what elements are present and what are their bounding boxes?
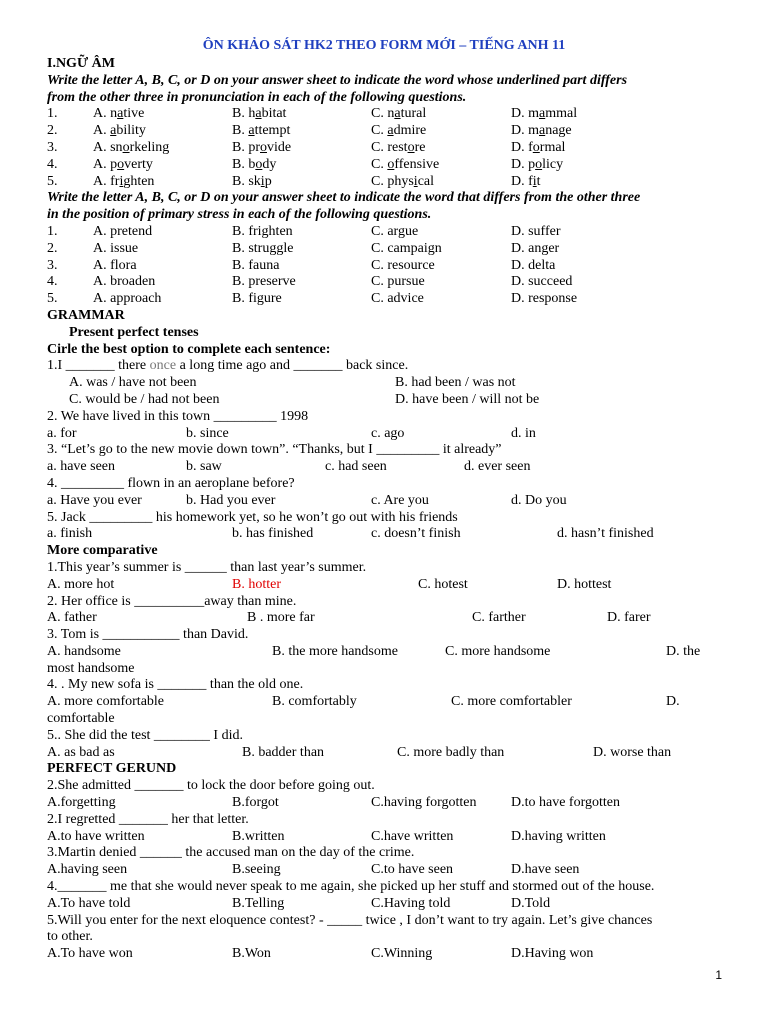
- option-d: D. suffer: [511, 223, 561, 239]
- word-part: C.: [371, 156, 388, 172]
- question-number: 5.: [47, 291, 58, 307]
- option-c: [371, 174, 434, 191]
- option-a: A. more hot: [47, 576, 115, 592]
- question-text: 5.. She did the test ________ I did.: [47, 727, 243, 743]
- question-number: 1.: [47, 223, 58, 239]
- option-d: D.have seen: [511, 862, 580, 878]
- option-a: a. have seen: [47, 459, 116, 475]
- option-a: A. handsome: [47, 643, 121, 659]
- word-part: cal: [417, 173, 435, 189]
- word-part: bility: [116, 123, 146, 139]
- pronunciation-question-row: [47, 106, 721, 123]
- option-row: [47, 694, 721, 711]
- option-b: B. comfortably: [272, 694, 357, 710]
- underlined-letter: i: [532, 173, 537, 189]
- stress-question-row: [47, 258, 721, 275]
- question-number: 4.: [47, 274, 58, 290]
- option-d: D.having written: [511, 828, 606, 844]
- instruction-stress-1: Write the letter A, B, C, or D on your answer sheet to indicate the word that differs from the other three: [47, 190, 641, 206]
- option-b: B. fauna: [232, 257, 280, 273]
- pronunciation-questions: [47, 106, 721, 190]
- option-b: B. frighten: [232, 223, 293, 239]
- option-d: D. farer: [607, 610, 651, 626]
- word-part: B.: [232, 123, 249, 139]
- underlined-letter: o: [117, 156, 125, 172]
- option-d: [511, 174, 541, 191]
- option-row: [47, 375, 721, 392]
- option-d: D. hottest: [557, 576, 612, 592]
- option-d: d. ever seen: [464, 459, 531, 475]
- option-c: C.to have seen: [371, 862, 454, 878]
- question-number: 3.: [47, 139, 58, 155]
- option-c: C. campaign: [371, 240, 442, 256]
- option-d: D.Told: [511, 895, 551, 911]
- page-number: 1: [715, 968, 722, 982]
- stress-question-row: [47, 274, 721, 291]
- stress-question-row: [47, 241, 721, 258]
- option-c: C. advice: [371, 291, 424, 307]
- word-part: tive: [123, 106, 145, 122]
- option-a: A.To have won: [47, 946, 133, 962]
- word-part: bitat: [261, 106, 287, 122]
- option-b: b. Had you ever: [186, 492, 276, 508]
- option-row: [47, 526, 721, 543]
- option-c: c. doesn’t finish: [371, 526, 461, 542]
- underlined-letter: a: [117, 106, 124, 122]
- option-b: B. the more handsome: [272, 643, 398, 659]
- option-row: [47, 392, 721, 409]
- option-c: C. more handsome: [445, 643, 551, 659]
- question-text: 1.This year’s summer is ______ than last year’s summer.: [47, 559, 367, 575]
- option-d: D. anger: [511, 240, 560, 256]
- word-part: B. sk: [232, 173, 261, 189]
- option-row: [47, 862, 721, 879]
- option-row: [47, 896, 721, 913]
- word-part: tural: [400, 106, 427, 122]
- option-b: B . more far: [247, 610, 315, 626]
- question-text: 5. Jack _________ his homework yet, so he won’t go out with his friends: [47, 509, 458, 525]
- stress-question-row: [47, 224, 721, 241]
- option-d: D. delta: [511, 257, 556, 273]
- question-text: 4. . My new sofa is _______ than the old one.: [47, 677, 304, 693]
- underlined-letter: a: [110, 123, 117, 139]
- option-c: C.Winning: [371, 946, 433, 962]
- option-row: [47, 644, 721, 661]
- option-a: A. flora: [93, 257, 137, 273]
- option-a: [93, 157, 153, 174]
- option-d: D.: [666, 694, 680, 710]
- option-a: a. for: [47, 425, 77, 441]
- section-heading-phonetics: I.NGỮ ÂM: [47, 56, 115, 71]
- question-text: 2.She admitted _______ to lock the door before going out.: [47, 778, 375, 794]
- option-c: [371, 106, 426, 123]
- option-continuation: most handsome: [47, 660, 135, 676]
- pronunciation-question-row: [47, 174, 721, 191]
- option-b: B.written: [232, 828, 285, 844]
- underlined-letter: a: [539, 123, 546, 139]
- option-c: C. would be / had not been: [69, 391, 220, 407]
- option-d: D. the: [666, 643, 701, 659]
- option-d: D. response: [511, 291, 578, 307]
- question-number: 3.: [47, 257, 58, 273]
- underlined-letter: i: [413, 173, 418, 189]
- pronunciation-question-row: [47, 157, 721, 174]
- word-part: rmal: [539, 139, 566, 155]
- word-part: rkeling: [129, 139, 170, 155]
- question-text-part: once: [149, 358, 177, 374]
- option-b: b. has finished: [232, 526, 314, 542]
- word-part: t: [536, 173, 541, 189]
- word-part: C. phys: [371, 173, 414, 189]
- option-row: [47, 610, 721, 627]
- option-d: [511, 140, 565, 157]
- option-d: [511, 123, 572, 140]
- option-b: b. since: [186, 425, 229, 441]
- option-c: C.Having told: [371, 895, 451, 911]
- underlined-letter: o: [122, 139, 130, 155]
- option-row: [47, 426, 721, 443]
- option-a: A.having seen: [47, 862, 128, 878]
- word-part: ttempt: [254, 123, 291, 139]
- question-text: 5.Will you enter for the next eloquence contest? - _____ twice , I don’t want to try again. Let’s give chances: [47, 912, 653, 928]
- underlined-letter: a: [539, 106, 546, 122]
- question-text: 4._______ me that she would never speak to me again, she picked up her stuff and stormed out of the house.: [47, 879, 655, 895]
- option-b: B. hotter: [232, 576, 281, 592]
- word-part: ffensive: [394, 156, 440, 172]
- option-row: [47, 577, 721, 594]
- option-row: [47, 795, 721, 812]
- option-d: D. succeed: [511, 274, 573, 290]
- option-d: d. hasn’t finished: [557, 526, 654, 542]
- option-b: [232, 106, 286, 123]
- stress-questions: [47, 224, 721, 308]
- question-text-part: a long time ago and _______ back since.: [176, 358, 409, 374]
- option-c: C. hotest: [418, 576, 468, 592]
- word-part: C. rest: [371, 139, 408, 155]
- question-number: 2.: [47, 123, 58, 139]
- question-text: 3. “Let’s go to the new movie down town”. “Thanks, but I _________ it already”: [47, 442, 502, 458]
- option-b: [232, 157, 276, 174]
- section-heading-grammar: GRAMMAR: [47, 307, 125, 323]
- underlined-letter: a: [255, 106, 262, 122]
- word-part: verty: [124, 156, 153, 172]
- pronunciation-question-row: [47, 140, 721, 157]
- word-part: dy: [262, 156, 277, 172]
- word-part: ghten: [123, 173, 155, 189]
- option-b: B.Won: [232, 946, 271, 962]
- underlined-letter: a: [248, 123, 255, 139]
- word-part: D. m: [511, 123, 539, 139]
- option-c: C. farther: [472, 610, 526, 626]
- word-part: D. f: [511, 139, 533, 155]
- option-b: [232, 174, 272, 191]
- word-part: nage: [545, 123, 572, 139]
- word-part: A. fr: [93, 173, 120, 189]
- word-part: dmire: [393, 123, 427, 139]
- option-d: d. Do you: [511, 492, 567, 508]
- word-part: B. pr: [232, 139, 260, 155]
- option-a: A. more comfortable: [47, 694, 165, 710]
- option-d: D. worse than: [593, 744, 672, 760]
- word-part: C. n: [371, 106, 395, 122]
- word-part: mmal: [545, 106, 578, 122]
- option-a: A.to have written: [47, 828, 145, 844]
- option-a: A. as bad as: [47, 744, 115, 760]
- option-c: c. ago: [371, 425, 405, 441]
- option-c: [371, 123, 426, 140]
- question-number: 4.: [47, 156, 58, 172]
- option-b: B. struggle: [232, 240, 294, 256]
- option-b: B. figure: [232, 291, 282, 307]
- option-a: A.forgetting: [47, 795, 116, 811]
- page-title: ÔN KHẢO SÁT HK2 THEO FORM MỚI – TIẾNG ANH 11: [202, 38, 566, 53]
- word-part: re: [414, 139, 426, 155]
- question-continuation: to other.: [47, 929, 93, 945]
- option-a: A. broaden: [93, 274, 156, 290]
- option-c: [371, 140, 425, 157]
- option-c: c. Are you: [371, 492, 429, 508]
- option-d: d. in: [511, 425, 536, 441]
- word-part: B. h: [232, 106, 256, 122]
- underlined-letter: a: [394, 106, 401, 122]
- option-row: [47, 459, 721, 476]
- option-d: D. have been / will not be: [395, 391, 540, 407]
- word-part: A.: [93, 123, 111, 139]
- option-c: C. resource: [371, 257, 435, 273]
- word-part: vide: [267, 139, 292, 155]
- question-text: 3. Tom is ___________ than David.: [47, 627, 249, 643]
- option-row: [47, 745, 721, 762]
- word-part: D. p: [511, 156, 536, 172]
- instruction-pronunciation-1: Write the letter A, B, C, or D on your answer sheet to indicate the word whose underlined part differs: [47, 72, 628, 88]
- instruction-stress-2: in the position of primary stress in each of the following questions.: [47, 207, 432, 223]
- question-text: [47, 358, 721, 375]
- word-part: A. sn: [93, 139, 123, 155]
- option-a: a. Have you ever: [47, 492, 142, 508]
- option-d: D.Having won: [511, 946, 594, 962]
- word-part: licy: [542, 156, 564, 172]
- section-heading-comparative: More comparative: [47, 543, 158, 559]
- underlined-letter: o: [535, 156, 543, 172]
- option-a: A. approach: [93, 291, 162, 307]
- instruction-pronunciation-2: from the other three in pronunciation in each of the following questions.: [47, 89, 467, 105]
- question-text: 2.I regretted _______ her that letter.: [47, 811, 249, 827]
- option-c: c. had seen: [325, 459, 387, 475]
- option-a: [93, 106, 144, 123]
- option-a: A. issue: [93, 240, 139, 256]
- stress-question-row: [47, 291, 721, 308]
- underlined-letter: o: [255, 156, 263, 172]
- question-number: 1.: [47, 106, 58, 122]
- question-text: 3.Martin denied ______ the accused man on the day of the crime.: [47, 845, 415, 861]
- option-a: A.To have told: [47, 895, 131, 911]
- pronunciation-question-row: [47, 123, 721, 140]
- option-a: A. pretend: [93, 223, 153, 239]
- underlined-letter: a: [387, 123, 394, 139]
- option-a: [93, 174, 154, 191]
- option-c: C. more comfortabler: [451, 694, 572, 710]
- subheading-present-perfect: Present perfect tenses: [69, 324, 199, 340]
- question-number: 2.: [47, 240, 58, 256]
- option-b: B.Telling: [232, 895, 285, 911]
- underlined-letter: o: [387, 156, 395, 172]
- option-b: B. had been / was not: [395, 375, 516, 391]
- option-b: [232, 140, 291, 157]
- question-number: 5.: [47, 173, 58, 189]
- option-c: C.having forgotten: [371, 795, 477, 811]
- option-d: [511, 157, 563, 174]
- word-part: D. m: [511, 106, 539, 122]
- option-b: [232, 123, 290, 140]
- option-a: A. was / have not been: [69, 375, 197, 391]
- option-b: B.seeing: [232, 862, 281, 878]
- underlined-letter: o: [260, 139, 267, 155]
- section-heading-gerund: PERFECT GERUND: [47, 761, 177, 777]
- option-a: a. finish: [47, 526, 93, 542]
- option-d: [511, 106, 577, 123]
- underlined-letter: o: [407, 139, 415, 155]
- option-c: C.have written: [371, 828, 454, 844]
- question-text: 2. Her office is __________away than mine.: [47, 593, 297, 609]
- option-continuation: comfortable: [47, 711, 115, 727]
- word-part: D. f: [511, 173, 533, 189]
- question-text-part: 1.I _______ there: [47, 358, 150, 374]
- option-c: C. pursue: [371, 274, 425, 290]
- option-d: D.to have forgotten: [511, 795, 620, 811]
- underlined-letter: i: [119, 173, 124, 189]
- option-a: [93, 140, 169, 157]
- option-row: [47, 493, 721, 510]
- word-part: p: [264, 173, 272, 189]
- option-c: C. argue: [371, 223, 419, 239]
- option-a: [93, 123, 146, 140]
- option-b: B. preserve: [232, 274, 296, 290]
- question-text: 2. We have lived in this town _________ 1998: [47, 408, 309, 424]
- option-c: C. more badly than: [397, 744, 505, 760]
- underlined-letter: o: [532, 139, 540, 155]
- option-b: b. saw: [186, 459, 222, 475]
- word-part: A. n: [93, 106, 118, 122]
- document-page: [47, 36, 721, 963]
- word-part: C.: [371, 123, 388, 139]
- question-text: 4. _________ flown in an aeroplane before?: [47, 475, 295, 491]
- word-part: B. b: [232, 156, 256, 172]
- option-row: [47, 829, 721, 846]
- option-row: [47, 946, 721, 963]
- underlined-letter: i: [260, 173, 265, 189]
- word-part: A. p: [93, 156, 118, 172]
- option-a: A. father: [47, 610, 97, 626]
- option-b: B.forgot: [232, 795, 279, 811]
- option-c: [371, 157, 439, 174]
- option-b: B. badder than: [242, 744, 325, 760]
- instruction-circle: Cirle the best option to complete each sentence:: [47, 341, 331, 357]
